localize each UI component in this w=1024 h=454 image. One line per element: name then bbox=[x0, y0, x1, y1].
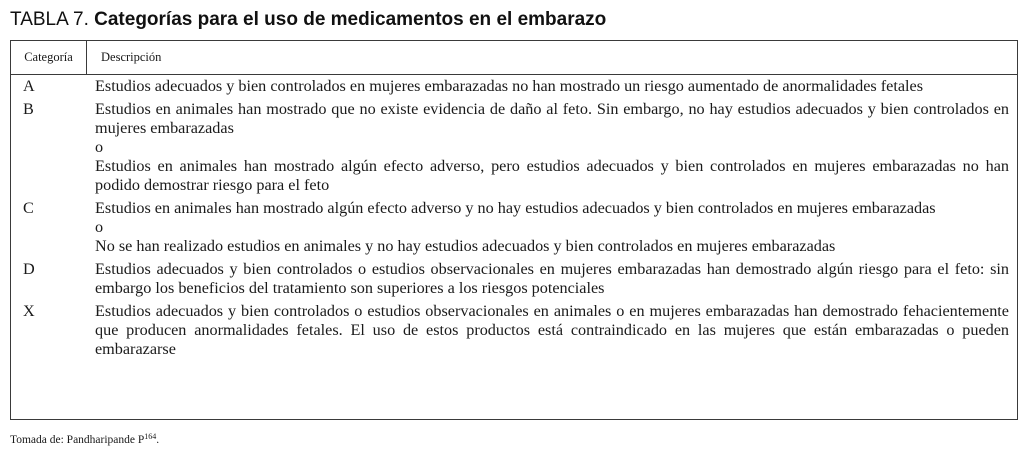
row-description bbox=[95, 77, 1009, 96]
row-category: D bbox=[23, 260, 35, 278]
description-text: Estudios en animales han mostrado algún efecto adverso, pero estudios adecuados y bien controlados en mujeres embarazadas no han podido demostrar riesgo para el feto bbox=[95, 157, 1009, 194]
table-header-row bbox=[11, 41, 1017, 75]
description-text: Estudios en animales han mostrado algún efecto adverso y no hay estudios adecuados y bien controlados en mujeres embarazadas bbox=[95, 199, 936, 217]
description-text: Estudios adecuados y bien controlados o estudios observacionales en mujeres embarazadas han demostrado algún riesgo para el feto: sin embargo los beneficios del tratamiento son superiores a los riesgos potenciales bbox=[95, 260, 1009, 297]
description-text: Estudios en animales han mostrado que no existe evidencia de daño al feto. Sin embargo, no hay estudios adecuados y bien controlados en mujeres embarazadas bbox=[95, 100, 1009, 137]
row-description bbox=[95, 260, 1009, 298]
source-text: Tomada de: Pandharipande P bbox=[10, 434, 145, 446]
source-reference: 164 bbox=[144, 432, 157, 441]
description-separator: o bbox=[95, 138, 104, 156]
row-description bbox=[95, 199, 1009, 256]
table-row-c bbox=[11, 199, 1017, 256]
table-row-d bbox=[11, 260, 1017, 298]
table-caption: Categorías para el uso de medicamentos en el embarazo bbox=[94, 9, 607, 30]
row-description bbox=[95, 100, 1009, 195]
table-row-x bbox=[11, 302, 1017, 359]
row-category: C bbox=[23, 199, 34, 217]
categories-table bbox=[10, 40, 1018, 420]
source-suffix: . bbox=[156, 434, 160, 446]
header-category: Categoría bbox=[11, 41, 87, 74]
row-category: B bbox=[23, 100, 34, 118]
description-text: Estudios adecuados y bien controlados o estudios observacionales en animales o en mujeres embarazadas han demostrado fehacientemente que producen anormalidades fetales. El uso de estos productos está contraindicado en las mujeres que están embarazadas o pueden embarazarse bbox=[95, 302, 1009, 358]
header-description: Descripción bbox=[101, 50, 162, 64]
row-category: X bbox=[23, 302, 35, 320]
description-separator: o bbox=[95, 218, 104, 236]
table-row-b bbox=[11, 100, 1017, 195]
table-number: TABLA 7. bbox=[10, 9, 95, 30]
row-description bbox=[95, 302, 1009, 359]
source-note bbox=[10, 430, 159, 447]
row-category: A bbox=[23, 77, 35, 95]
table-row-a bbox=[11, 77, 1017, 96]
description-text: Estudios adecuados y bien controlados en mujeres embarazadas no han mostrado un riesgo aumentado de anormalidades fetales bbox=[95, 77, 923, 95]
description-text: No se han realizado estudios en animales y no hay estudios adecuados y bien controlados en mujeres embarazadas bbox=[95, 237, 836, 255]
table-body bbox=[11, 77, 1017, 363]
table-title bbox=[10, 8, 606, 32]
